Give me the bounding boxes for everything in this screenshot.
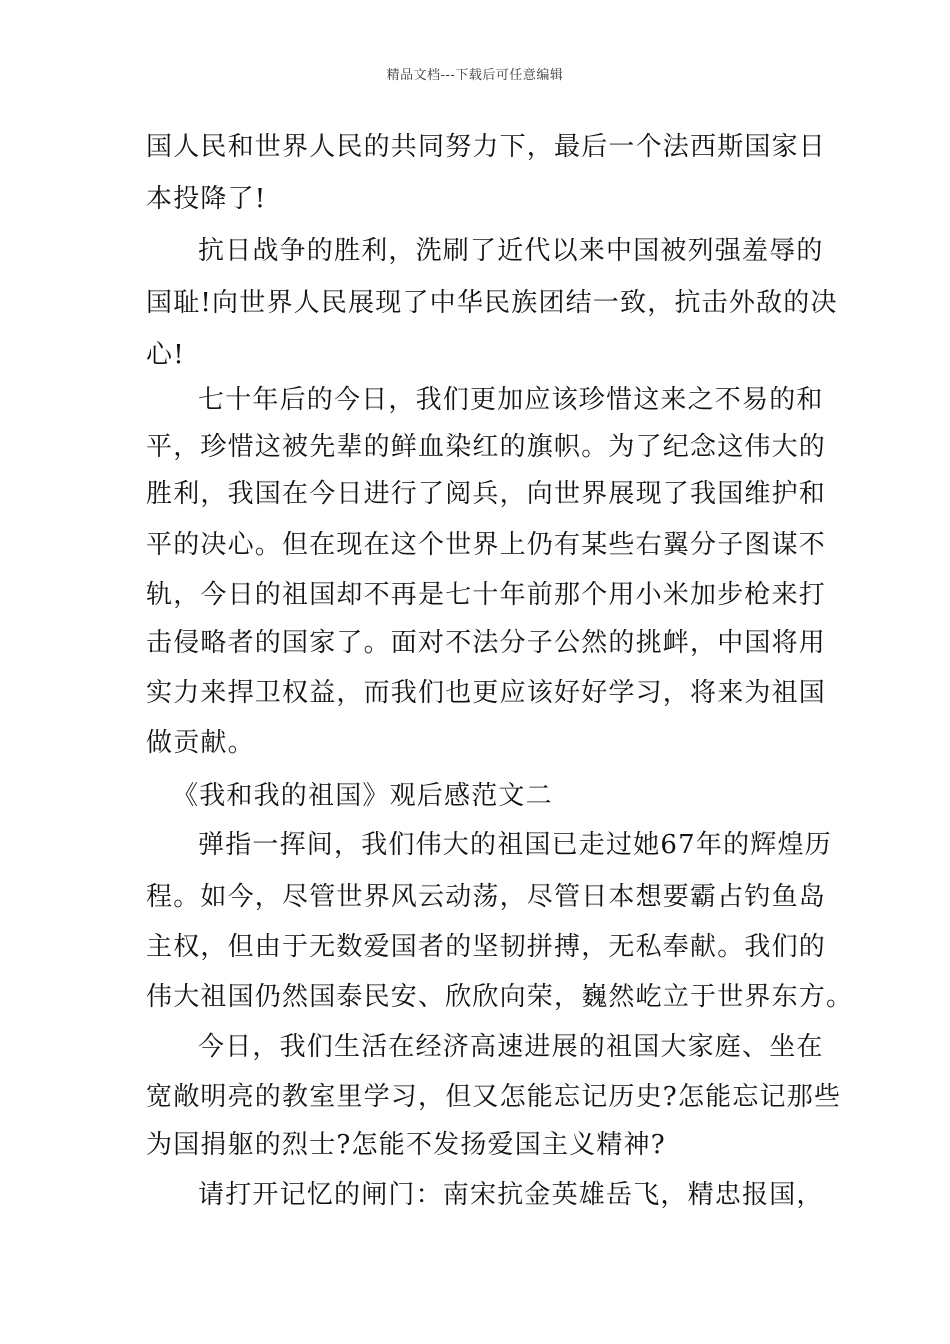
- text-line: 做贡献。: [146, 728, 255, 758]
- text-line: 国耻!向世界人民展现了中华民族团结一致，抗击外敌的决: [146, 288, 838, 318]
- text-line: 轨，今日的祖国却不再是七十年前那个用小米加步枪来打: [146, 580, 827, 610]
- text-line: 本投降了!: [146, 184, 267, 214]
- text-line: 平的决心。但在现在这个世界上仍有某些右翼分子图谋不: [146, 530, 827, 560]
- text-line: 心!: [146, 340, 185, 370]
- text-line: 主权，但由于无数爱国者的坚韧拼搏，无私奉献。我们的: [146, 932, 827, 962]
- text-line: 实力来捍卫权益，而我们也更应该好好学习，将来为祖国: [146, 678, 827, 708]
- text-line: 宽敞明亮的教室里学习，但又怎能忘记历史?怎能忘记那些: [146, 1082, 842, 1112]
- text-line: 击侵略者的国家了。面对不法分子公然的挑衅，中国将用: [146, 628, 827, 658]
- text-line: 国人民和世界人民的共同努力下，最后一个法西斯国家日: [146, 132, 827, 162]
- text-line: 抗日战争的胜利，洗刷了近代以来中国被列强羞辱的: [198, 236, 824, 266]
- text-line: 弹指一挥间，我们伟大的祖国已走过她67年的辉煌历: [198, 830, 832, 860]
- text-line: 为国捐躯的烈士?怎能不发扬爱国主义精神?: [146, 1130, 666, 1160]
- text-line: 七十年后的今日，我们更加应该珍惜这来之不易的和: [198, 385, 824, 415]
- text-line: 程。如今，尽管世界风云动荡，尽管日本想要霸占钓鱼岛: [146, 882, 827, 912]
- text-line: 今日，我们生活在经济高速进展的祖国大家庭、坐在: [198, 1032, 824, 1062]
- text-line: 请打开记忆的闸门：南宋抗金英雄岳飞，精忠报国，: [198, 1180, 824, 1210]
- text-line: 伟大祖国仍然国泰民安、欣欣向荣，巍然屹立于世界东方。: [146, 982, 854, 1012]
- page-header: 精品文档---下载后可任意编辑: [386, 68, 564, 83]
- text-line: 胜利，我国在今日进行了阅兵，向世界展现了我国维护和: [146, 479, 827, 509]
- text-line: 平，珍惜这被先辈的鲜血染红的旗帜。为了纪念这伟大的: [146, 432, 827, 462]
- section-title: 《我和我的祖国》观后感范文二: [172, 781, 553, 811]
